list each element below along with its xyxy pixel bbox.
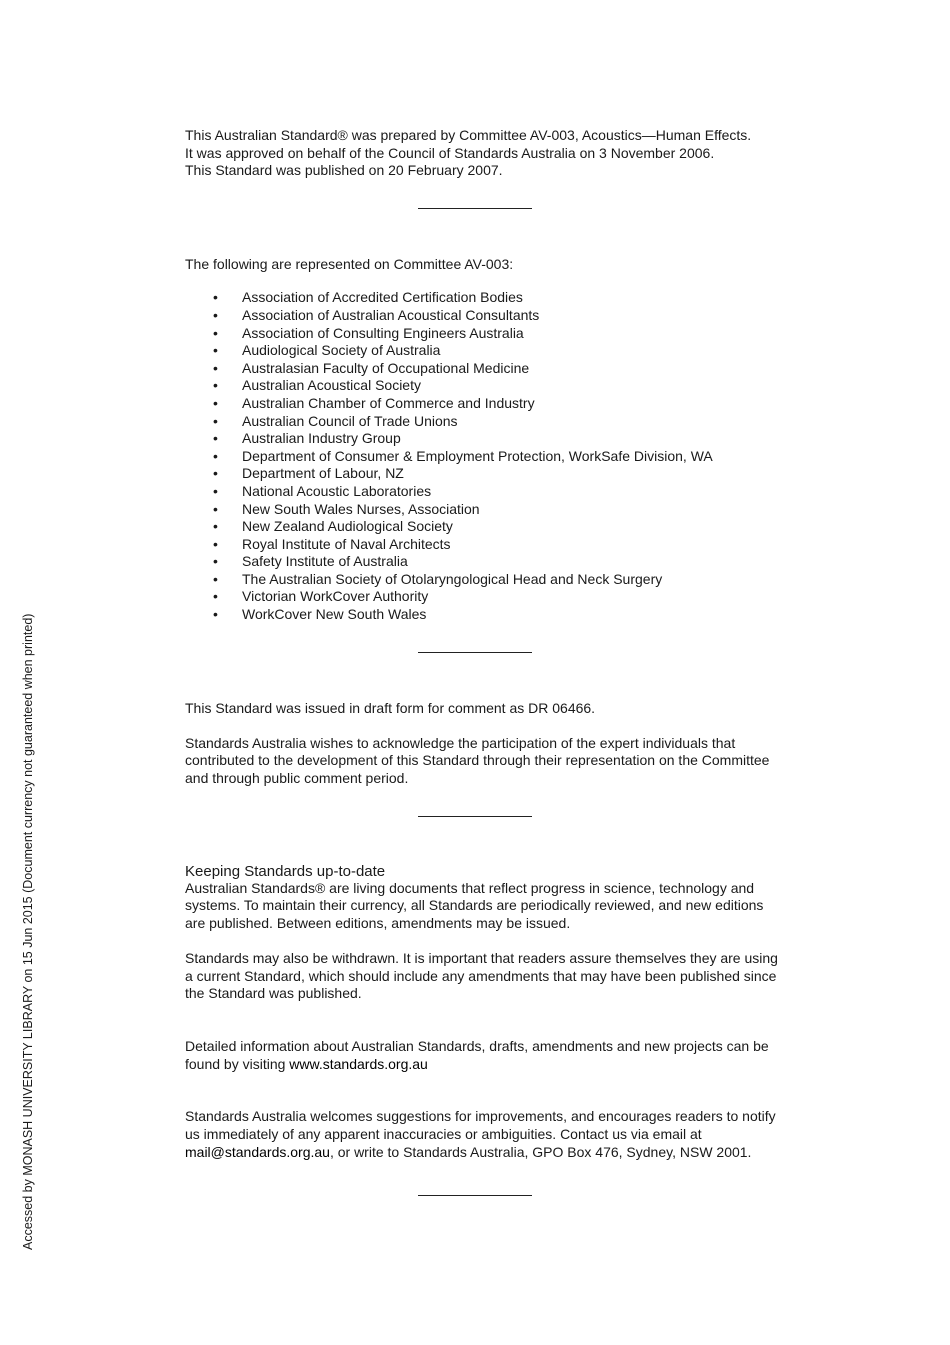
bullet-icon: •	[213, 430, 218, 447]
committee-member-name: Victorian WorkCover Authority	[242, 588, 429, 605]
committee-member-item	[185, 571, 785, 589]
bullet-icon: •	[213, 412, 218, 429]
committee-member-item	[185, 518, 785, 536]
bullet-icon: •	[213, 289, 218, 306]
committee-member-item	[185, 448, 785, 466]
website-link[interactable]: www.standards.org.au	[289, 1055, 428, 1072]
committee-member-list	[185, 289, 785, 623]
bullet-icon: •	[213, 394, 218, 411]
committee-member-name: Association of Consulting Engineers Australia	[242, 324, 524, 341]
section-divider	[418, 816, 532, 817]
section-divider	[418, 208, 532, 209]
bullet-icon: •	[213, 377, 218, 394]
draft-issued-text: This Standard was issued in draft form for comment as DR 06466.	[185, 699, 596, 716]
bullet-icon: •	[213, 535, 218, 552]
section-divider	[418, 652, 532, 653]
document-page	[185, 127, 785, 1196]
uptodate-paragraph-4	[185, 1091, 785, 1161]
bullet-icon: •	[213, 500, 218, 517]
committee-member-name: Royal Institute of Naval Architects	[242, 535, 451, 552]
committee-member-item	[185, 501, 785, 519]
committee-member-name: National Acoustic Laboratories	[242, 482, 432, 499]
uptodate-paragraph-2: Standards may also be withdrawn. It is important that readers assure themselves they are using a current Standard, which should include any amendments that may have been published since the Standard was published.	[185, 950, 778, 1002]
committee-member-name: Australasian Faculty of Occupational Medicine	[242, 359, 530, 376]
committee-member-item	[185, 342, 785, 360]
approval-block	[185, 127, 785, 180]
publication-date-line: This Standard was published on 20 February 2007.	[185, 162, 503, 179]
committee-member-item	[185, 553, 785, 571]
committee-member-name: Australian Acoustical Society	[242, 377, 421, 394]
committee-member-name: Australian Council of Trade Unions	[242, 412, 458, 429]
bullet-icon: •	[213, 359, 218, 376]
committee-member-name: Department of Consumer & Employment Protection, WorkSafe Division, WA	[242, 447, 713, 464]
committee-member-name: Australian Industry Group	[242, 430, 401, 447]
committee-member-name: WorkCover New South Wales	[242, 606, 427, 623]
section-divider	[418, 1195, 532, 1196]
uptodate-paragraph-4-tail: , or write to Standards Australia, GPO Box 476, Sydney, NSW 2001.	[329, 1143, 752, 1160]
acknowledgement-text: Standards Australia wishes to acknowledge the participation of the expert individuals that contributed to the development of this Standard through their representation on the Committee and through public comment period.	[185, 734, 770, 787]
email-link[interactable]: mail@standards.org.au	[185, 1143, 330, 1160]
committee-member-item	[185, 413, 785, 431]
uptodate-paragraph-3-text: Detailed information about Australian Standards, drafts, amendments and new projects can be found by visiting	[185, 1037, 769, 1072]
committee-intro: The following are represented on Committee AV-003:	[185, 255, 514, 272]
access-note: Accessed by MONASH UNIVERSITY LIBRARY on 15 Jun 2015 (Document currency not guaranteed when printed)	[21, 613, 35, 1250]
committee-block	[185, 256, 785, 274]
bullet-icon: •	[213, 306, 218, 323]
bullet-icon: •	[213, 588, 218, 605]
bullet-icon: •	[213, 570, 218, 587]
approval-date-line: It was approved on behalf of the Council of Standards Australia on 3 November 2006.	[185, 144, 715, 161]
committee-member-item	[185, 307, 785, 325]
bullet-icon: •	[213, 482, 218, 499]
committee-member-item	[185, 360, 785, 378]
uptodate-paragraph-4-text: Standards Australia welcomes suggestions for improvements, and encourages readers to notify us immediately of any apparent inaccuracies or ambiguities. Contact us via email at	[185, 1108, 776, 1142]
bullet-icon: •	[213, 553, 218, 570]
committee-member-item	[185, 377, 785, 395]
committee-member-name: Department of Labour, NZ	[242, 465, 404, 482]
committee-member-item	[185, 325, 785, 343]
approval-committee-line: This Australian Standard® was prepared by Committee AV-003, Acoustics—Human Effects.	[185, 127, 752, 143]
committee-member-item	[185, 289, 785, 307]
bullet-icon: •	[213, 606, 218, 623]
draft-block	[185, 700, 785, 788]
committee-member-item	[185, 606, 785, 624]
committee-member-name: Safety Institute of Australia	[242, 553, 408, 570]
committee-member-item	[185, 430, 785, 448]
uptodate-paragraph-1: Australian Standards® are living documents that reflect progress in science, technology and systems. To maintain their currency, all Standards are periodically reviewed, and new editions are published. Between editions, amendments may be issued.	[185, 879, 764, 931]
committee-member-name: New South Wales Nurses, Association	[242, 500, 480, 517]
committee-member-name: Audiological Society of Australia	[242, 342, 441, 359]
committee-member-name: Australian Chamber of Commerce and Industry	[242, 394, 535, 411]
committee-member-item	[185, 536, 785, 554]
bullet-icon: •	[213, 465, 218, 482]
committee-member-name: The Australian Society of Otolaryngological Head and Neck Surgery	[242, 570, 663, 587]
bullet-icon: •	[213, 324, 218, 341]
committee-member-item	[185, 588, 785, 606]
uptodate-block	[185, 863, 785, 1162]
bullet-icon: •	[213, 342, 218, 359]
committee-member-name: Association of Accredited Certification Bodies	[242, 289, 523, 306]
uptodate-heading: Keeping Standards up-to-date	[185, 862, 386, 880]
bullet-icon: •	[213, 447, 218, 464]
committee-member-name: Association of Australian Acoustical Consultants	[242, 306, 540, 323]
committee-member-item	[185, 395, 785, 413]
bullet-icon: •	[213, 518, 218, 535]
committee-member-item	[185, 465, 785, 483]
committee-member-name: New Zealand Audiological Society	[242, 518, 453, 535]
committee-member-item	[185, 483, 785, 501]
uptodate-paragraph-3	[185, 1020, 785, 1073]
